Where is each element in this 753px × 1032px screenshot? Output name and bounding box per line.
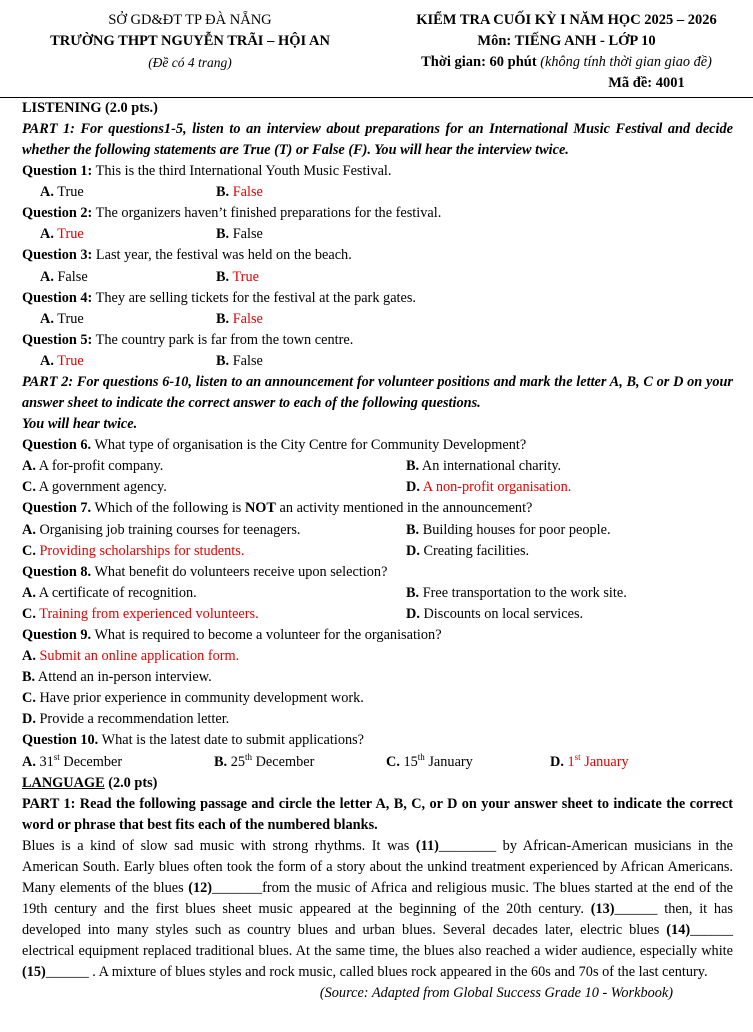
option-b: B. 25th December [214,751,315,770]
department-name: SỞ GD&ĐT TP ĐÀ NẴNG [108,12,272,28]
option-a: A. True [40,184,84,201]
page-count: (Đề có 4 trang) [148,55,232,70]
question-emphasis: NOT [244,500,276,517]
option-a: A. True [40,352,84,369]
question-5 [22,330,733,372]
option-c: C. 15th January [386,751,473,770]
question-9 [22,625,733,730]
exam-time-note: (không tính thời gian giao đề) [540,54,712,70]
option-b: B. False [216,226,263,243]
exam-body [22,98,733,1004]
option-d: D. Provide a recommendation letter. [22,711,230,728]
listening-part2-note: You will hear twice. [22,416,138,433]
exam-title: KIỂM TRA CUỐI KỲ I NĂM HỌC 2025 – 2026 [416,12,717,28]
language-part1-instructions: PART 1: Read the following passage and circle the letter A, B, C, or D on your answer sheet to indicate the correct word or phrase that best fits each of the numbered blanks. [22,795,733,833]
option-c: C. Training from experienced volunteers. [22,605,259,622]
exam-time: Thời gian: 60 phút [421,54,537,70]
option-b: B. Attend an in-person interview. [22,669,212,686]
question-6 [22,435,733,498]
option-a: A. False [40,268,88,285]
question-label: Question 6. [22,437,92,454]
option-d: D. Creating facilities. [406,542,530,559]
question-text: What is the latest date to submit applications? [98,732,365,749]
listening-heading: LISTENING (2.0 pts.) [22,100,158,116]
school-name: TRƯỜNG THPT NGUYỄN TRÃI – HỘI AN [50,33,330,49]
question-label: Question 4: [22,289,93,306]
exam-subject: Môn: TIẾNG ANH - LỚP 10 [477,33,656,49]
question-text: Last year, the festival was held on the beach. [92,247,352,264]
question-label: Question 8. [22,563,92,580]
question-text: What benefit do volunteers receive upon selection? [91,563,388,580]
question-text: The country park is far from the town centre. [92,331,354,348]
question-text: The organizers haven’t finished preparations for the festival. [92,205,442,222]
question-8 [22,562,733,625]
question-text: They are selling tickets for the festival at the park gates. [92,289,416,306]
question-label: Question 2: [22,205,93,222]
question-4 [22,288,733,330]
option-b: B. Free transportation to the work site. [406,584,627,601]
option-a: A. A for-profit company. [22,458,164,475]
question-1 [22,161,733,203]
question-label: Question 5: [22,331,93,348]
question-text: This is the third International Youth Music Festival. [92,163,392,180]
question-2 [22,203,733,245]
option-c: C. Providing scholarships for students. [22,542,245,559]
option-d: D. Discounts on local services. [406,605,584,622]
question-text: What is required to become a volunteer for the organisation? [91,626,442,643]
reading-passage: Blues is a kind of slow sad music with strong rhythms. It was (11)________ by African-American musicians in the American South. Early blues often took the form of a story about the unkind treatment experienced by African Americans. Many elements of the blues (12)_______from the music of Africa and religious music. The blues started at the end of the 19th century and the first blues sheet music appeared at the beginning of the 20th century. (13)______ then, it has developed into many styles such as country blues and urban blues. Several decades later, electric blues (14)______ electrical equipment replaced traditional blues. At the same time, the blues also reached a wider audience, especially white (15)______ . A mixture of blues styles and rock music, called blues rock appeared in the 60s and 70s of the last century. [22,837,733,980]
option-b: B. False [216,310,263,327]
question-text: Which of the following is [91,500,245,517]
listening-part2-instructions: PART 2: For questions 6-10, listen to an announcement for volunteer positions and mark the letter A, B, C or D on your answer sheet to indicate the correct answer to each of the following questions. [22,374,733,412]
option-a: A. Submit an online application form. [22,648,240,665]
option-b: B. False [216,352,263,369]
language-heading: LANGUAGE (2.0 pts) [22,774,158,791]
exam-info [380,10,753,94]
question-10 [22,730,733,772]
option-a: A. A certificate of recognition. [22,584,197,601]
question-7 [22,498,733,561]
question-3 [22,245,733,287]
option-d: D. 1st January [550,751,629,770]
option-c: C. A government agency. [22,479,167,496]
exam-code: Mã đề: 4001 [608,75,685,91]
question-label: Question 3: [22,247,93,264]
option-d: D. A non-profit organisation. [406,479,572,496]
question-label: Question 9. [22,626,92,643]
question-text: What type of organisation is the City Centre for Community Development? [91,437,527,454]
question-label: Question 7. [22,500,92,517]
option-c: C. Have prior experience in community development work. [22,690,364,707]
option-b: B. False [216,184,263,201]
passage-source: (Source: Adapted from Global Success Grade 10 - Workbook) [319,984,673,1001]
option-a: A. Organising job training courses for teenagers. [22,521,301,538]
question-text-end: an activity mentioned in the announcement? [275,500,533,517]
option-a: A. 31st December [22,751,123,770]
option-a: A. True [40,226,84,243]
exam-header [0,10,753,100]
question-label: Question 10. [22,732,99,749]
school-info [0,10,380,73]
listening-part1-instructions: PART 1: For questions1-5, listen to an interview about preparations for an International Music Festival and decide whether the following statements are True (T) or False (F). You will hear the interview twice. [22,121,733,159]
option-b: B. True [216,268,259,285]
question-label: Question 1: [22,163,93,180]
option-b: B. An international charity. [406,458,562,475]
option-b: B. Building houses for poor people. [406,521,611,538]
option-a: A. True [40,310,84,327]
